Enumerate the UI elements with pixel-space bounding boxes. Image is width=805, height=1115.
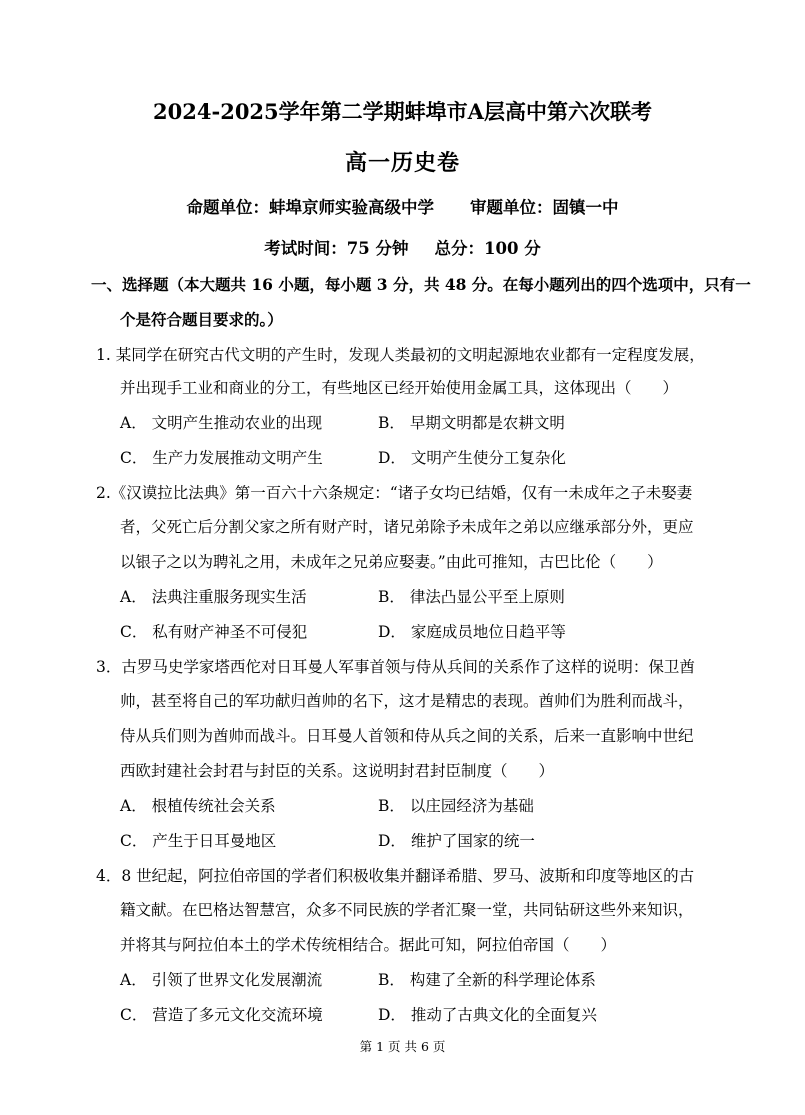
question-3-option-a[interactable]: A． 根植传统社会关系: [120, 797, 276, 815]
question-1-line-2: 并出现手工业和商业的分工，有些地区已经开始使用金属工具，这体现出（ ）: [120, 379, 679, 397]
question-4-line-3: 并将其与阿拉伯本土的学术传统相结合。据此可知，阿拉伯帝国（ ）: [120, 936, 617, 954]
setter-unit: 命题单位：蚌埠京师实验高级中学: [186, 198, 434, 217]
question-4-option-b[interactable]: B． 构建了全新的科学理论体系: [378, 971, 596, 989]
question-1-option-b[interactable]: B． 早期文明都是农耕文明: [378, 414, 565, 432]
question-3-line-1: 3．古罗马史学家塔西佗对日耳曼人军事首领与侍从兵间的关系作了这样的说明：保卫酋: [96, 658, 695, 676]
question-3-option-b[interactable]: B． 以庄园经济为基础: [378, 797, 534, 815]
exam-title: 2024-2025学年第二学期蚌埠市A层高中第六次联考: [153, 99, 652, 124]
question-2-line-3: 以银子之以为聘礼之用，未成年之兄弟应娶妻。”由此可推知，古巴比伦（ ）: [120, 553, 663, 571]
section-heading-line-1: 一、选择题（本大题共 16 小题，每小题 3 分，共 48 分。在每小题列出的四个选项中，只有一: [91, 275, 751, 294]
exam-setter-line: [0, 194, 805, 218]
question-4-option-d[interactable]: D． 推动了古典文化的全面复兴: [378, 1006, 597, 1024]
exam-time-line: [0, 235, 805, 259]
question-3-line-3: 侍从兵们则为酋帅而战斗。日耳曼人首领和侍从兵之间的关系，后来一直影响中世纪: [120, 727, 694, 745]
question-3-option-d[interactable]: D． 维护了国家的统一: [378, 832, 535, 850]
question-2-option-b[interactable]: B． 律法凸显公平至上原则: [378, 588, 565, 606]
question-2-line-1: 2.《汉谟拉比法典》第一百六十六条规定：“诸子女均已结婚，仅有一未成年之子未娶妻: [96, 484, 693, 502]
question-1-option-a[interactable]: A． 文明产生推动农业的出现: [120, 414, 323, 432]
question-1-line-1: 1. 某同学在研究古代文明的产生时，发现人类最初的文明起源地农业都有一定程度发展，: [96, 346, 705, 364]
exam-subtitle: 高一历史卷: [344, 150, 460, 176]
question-2-option-a[interactable]: A． 法典注重服务现实生活: [120, 588, 307, 606]
reviewer-unit: 审题单位：固镇一中: [470, 198, 619, 217]
question-3-line-4: 西欧封建社会封君与封臣的关系。这说明封君封臣制度（ ）: [120, 762, 555, 780]
question-1-option-c[interactable]: C． 生产力发展推动文明产生: [120, 449, 323, 467]
exam-time: 考试时间：75 分钟: [264, 239, 409, 258]
question-2-line-2: 者，父死亡后分割父家之所有财产时，诸兄弟除予未成年之弟以应继承部分外，更应: [120, 518, 694, 536]
question-2-option-c[interactable]: C． 私有财产神圣不可侵犯: [120, 623, 308, 641]
question-2-option-d[interactable]: D． 家庭成员地位日趋平等: [378, 623, 566, 641]
page-number: 第 1 页 共 6 页: [359, 1039, 446, 1054]
question-4-line-1: 4．8 世纪起，阿拉伯帝国的学者们积极收集并翻译希腊、罗马、波斯和印度等地区的古: [96, 867, 695, 885]
question-3-option-c[interactable]: C． 产生于日耳曼地区: [120, 832, 277, 850]
question-4-option-c[interactable]: C． 营造了多元文化交流环境: [120, 1006, 323, 1024]
total-score: 总分：100 分: [434, 239, 541, 258]
question-4-option-a[interactable]: A． 引领了世界文化发展潮流: [120, 971, 323, 989]
question-3-line-2: 帅，甚至将自己的军功献归酋帅的名下，这才是精忠的表现。酋帅们为胜利而战斗，: [120, 692, 694, 710]
question-1-option-d[interactable]: D． 文明产生使分工复杂化: [378, 449, 566, 467]
question-4-line-2: 籍文献。在巴格达智慧宫，众多不同民族的学者汇聚一堂，共同钻研这些外来知识，: [120, 901, 694, 919]
section-heading-line-2: 个是符合题目要求的。）: [120, 310, 283, 329]
